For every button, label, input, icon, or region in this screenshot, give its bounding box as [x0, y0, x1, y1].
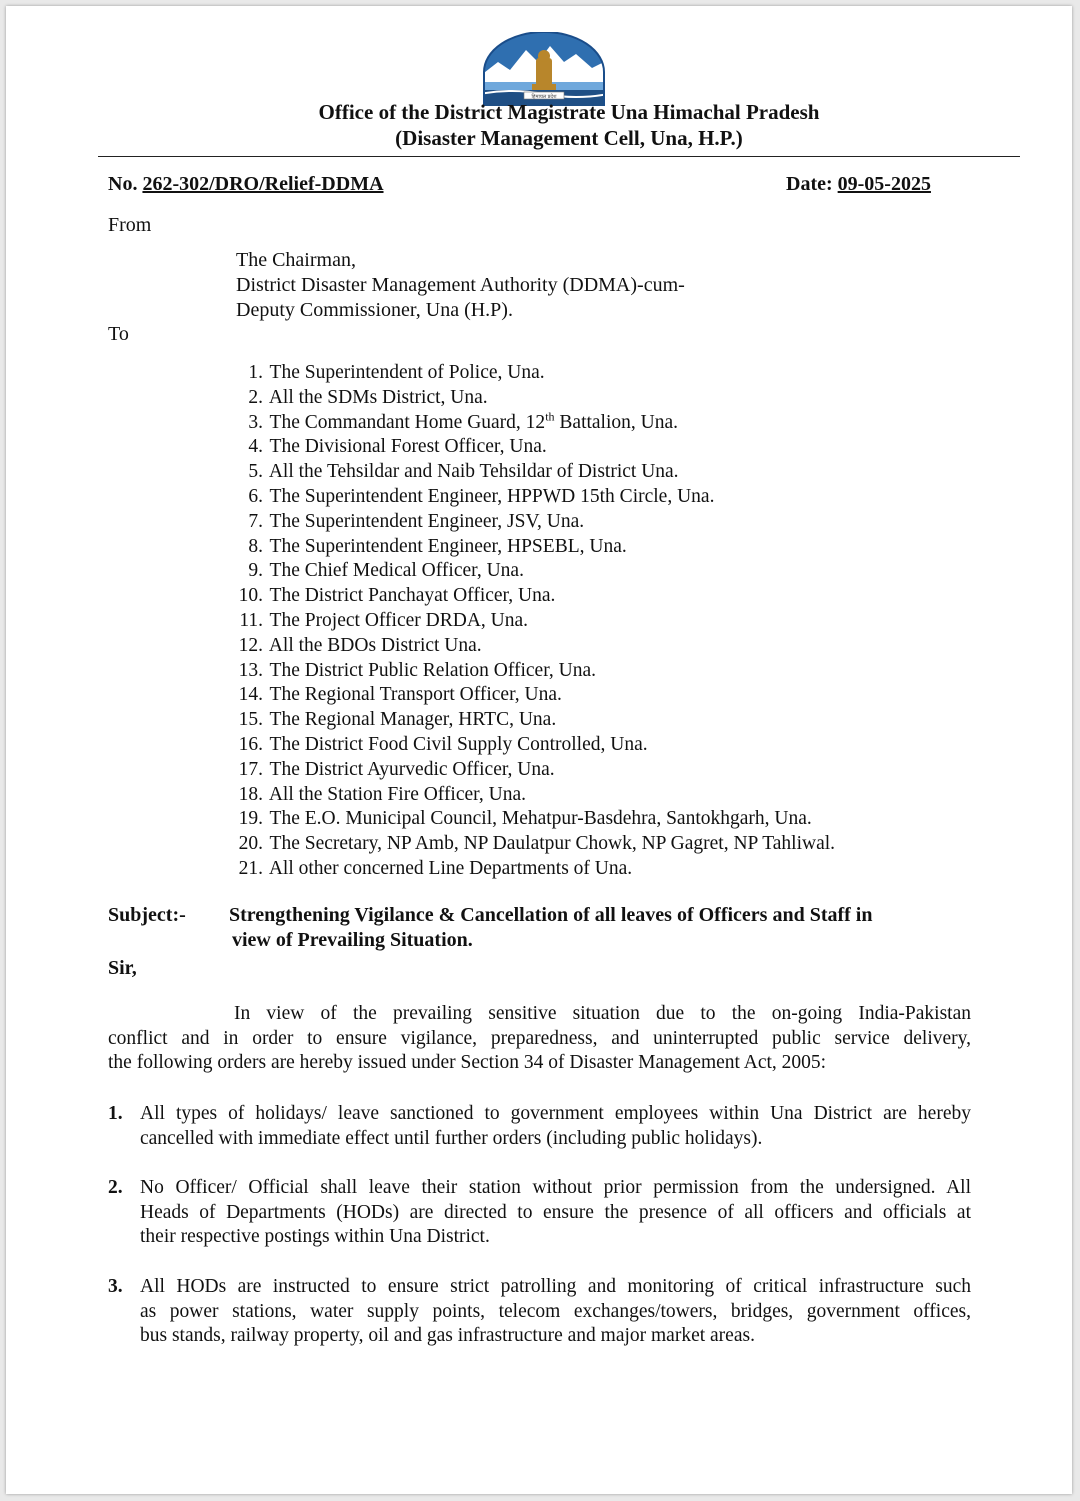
intro-paragraph	[108, 1002, 971, 1076]
recipient-item: 9. The Chief Medical Officer, Una.	[248, 560, 524, 582]
recipient-item: 10. The District Panchayat Officer, Una.	[238, 585, 556, 607]
intro-line: conflict and in order to ensure vigilance, preparedness, and uninterrupted public service delivery,	[108, 1027, 971, 1049]
order-line: No Officer/ Official shall leave their station without prior permission from the undersigned. All	[140, 1177, 971, 1198]
reference-number-value: 262-302/DRO/Relief-DDMA	[142, 173, 384, 195]
recipient-item: 14. The Regional Transport Officer, Una.	[238, 684, 562, 706]
himachal-emblem-logo	[480, 32, 608, 108]
subject-label: Subject:-	[108, 904, 186, 926]
intro-line: the following orders are hereby issued under Section 34 of Disaster Management Act, 2005:	[108, 1052, 827, 1073]
recipient-item: 1. The Superintendent of Police, Una.	[248, 362, 545, 383]
order-number: 2.	[108, 1177, 123, 1198]
recipient-item: 11. The Project Officer DRDA, Una.	[239, 609, 529, 631]
from-line: District Disaster Management Authority (DDMA)-cum-	[236, 274, 685, 296]
recipient-item: 7. The Superintendent Engineer, JSV, Una.	[248, 510, 585, 532]
letter-date	[786, 173, 931, 196]
recipient-item: 4. The Divisional Forest Officer, Una.	[248, 436, 547, 458]
recipient-item: 13. The District Public Relation Officer, Una.	[238, 659, 597, 681]
from-line: The Chairman,	[236, 249, 356, 271]
recipient-item: 16. The District Food Civil Supply Controlled, Una.	[238, 733, 648, 755]
date-label: Date:	[786, 173, 833, 195]
logo-caption: हिमाचल प्रदेश	[531, 95, 557, 100]
recipient-item: 12. All the BDOs District Una.	[238, 634, 482, 656]
to-label: To	[108, 323, 129, 345]
order-line: Heads of Departments (HODs) are directed to ensure the presence of all officers and officials at	[140, 1201, 971, 1223]
order-line: All types of holidays/ leave sanctioned to government employees within Una District are hereby	[140, 1103, 971, 1124]
reference-number-label: No.	[108, 173, 138, 195]
recipient-item: 21. All other concerned Line Departments of Una.	[238, 857, 633, 879]
salutation: Sir,	[108, 957, 137, 979]
order-line: as power stations, water supply points, telecom exchanges/towers, bridges, government offices,	[140, 1300, 971, 1322]
recipient-item: 17. The District Ayurvedic Officer, Una.	[238, 758, 555, 780]
intro-line: In view of the prevailing sensitive situation due to the on-going India-Pakistan	[234, 1003, 971, 1024]
recipient-item: 15. The Regional Manager, HRTC, Una.	[238, 709, 557, 731]
recipient-item: 6. The Superintendent Engineer, HPPWD 15th Circle, Una.	[248, 485, 715, 507]
order-line: bus stands, railway property, oil and gas infrastructure and major market areas.	[140, 1325, 755, 1346]
office-subtitle: (Disaster Management Cell, Una, H.P.)	[395, 126, 743, 150]
from-line: Deputy Commissioner, Una (H.P).	[236, 299, 513, 321]
reference-number	[108, 173, 384, 196]
order-number: 3.	[108, 1276, 123, 1297]
recipient-item: 18. All the Station Fire Officer, Una.	[238, 783, 526, 805]
order-line: cancelled with immediate effect until further orders (including public holidays).	[140, 1127, 763, 1149]
recipient-item: 19. The E.O. Municipal Council, Mehatpur-Basdehra, Santokhgarh, Una.	[238, 808, 812, 830]
order-number: 1.	[108, 1103, 123, 1124]
recipient-item: 3. The Commandant Home Guard, 12th Battalion, Una.	[248, 409, 679, 433]
recipient-item: 20. The Secretary, NP Amb, NP Daulatpur Chowk, NP Gagret, NP Tahliwal.	[238, 833, 836, 855]
from-label: From	[108, 214, 152, 236]
recipient-list	[232, 361, 835, 882]
recipient-item: 5. All the Tehsildar and Naib Tehsildar of District Una.	[248, 461, 679, 483]
document-page	[6, 6, 1072, 1494]
recipient-item: 2. All the SDMs District, Una.	[248, 386, 488, 408]
date-value: 09-05-2025	[837, 173, 931, 195]
subject-line: Strengthening Vigilance & Cancellation of all leaves of Officers and Staff in	[229, 904, 873, 926]
header-divider	[98, 156, 1020, 157]
subject-line: view of Prevailing Situation.	[232, 929, 473, 951]
order-line: All HODs are instructed to ensure strict patrolling and monitoring of critical infrastructure such	[140, 1276, 971, 1297]
recipient-item: 8. The Superintendent Engineer, HPSEBL, Una.	[248, 535, 627, 557]
order-line: their respective postings within Una District.	[140, 1226, 490, 1247]
office-title: Office of the District Magistrate Una Himachal Pradesh	[318, 100, 820, 124]
